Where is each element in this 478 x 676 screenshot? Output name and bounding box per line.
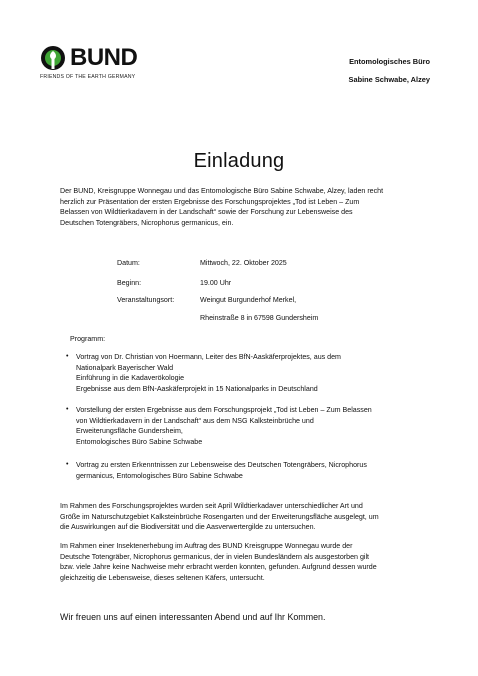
paragraph-line: Im Rahmen des Forschungsprojektes wurden seit April Wildtierkadaver unterschiedlicher Art und	[60, 502, 363, 510]
logo-wordmark: BUND	[70, 44, 138, 71]
date-value: Mittwoch, 22. Oktober 2025	[200, 259, 287, 267]
logo-tagline: FRIENDS OF THE EARTH GERMANY	[40, 74, 136, 80]
program-item-line: Ergebnisse aus dem BfN-Aaskäferprojekt in 15 Nationalparks in Deutschland	[76, 384, 318, 393]
survey-paragraph	[60, 541, 430, 583]
paragraph-line: gleichzeitig die Lebensweise, dieses seltenen Käfers, untersucht.	[60, 573, 265, 582]
paragraph-line: Im Rahmen einer Insektenerhebung im Auftrag des BUND Kreisgruppe Wonnegau wurde der	[60, 542, 353, 550]
program-item-line: Nationalpark Bayerischer Wald	[76, 363, 174, 372]
bullet-icon: •	[66, 352, 69, 360]
program-item-line: Vortrag von Dr. Christian von Hoermann, Leiter des BfN-Aaskäferprojektes, aus dem	[76, 353, 341, 361]
sender-line-2: Sabine Schwabe, Alzey	[348, 75, 430, 84]
date-label: Datum:	[117, 259, 140, 267]
intro-paragraph	[60, 186, 430, 228]
paragraph-line: Größe im Naturschutzgebiet Kalksteinbrüche Rosengarten und der Erweiterungsfläche ausgelegt, um	[60, 512, 379, 521]
paragraph-line: bzw. viele Jahre keine Nachweise mehr erbracht werden konnten, gefunden. Aufgrund dessen wurde	[60, 563, 377, 572]
program-item-line: Erweiterungsfläche Gundersheim,	[76, 427, 183, 436]
program-item-line: Einführung in die Kadaverökologie	[76, 374, 185, 383]
address-value: Rheinstraße 8 in 67598 Gundersheim	[200, 314, 319, 322]
intro-line: herzlich zur Präsentation der ersten Ergebnisse des Forschungsprojektes „Tod ist Leben – Zum	[60, 197, 360, 206]
program-item-line: Vortrag zu ersten Erkenntnissen zur Lebensweise des Deutschen Totengräbers, Nicrophorus	[76, 461, 367, 469]
time-label: Beginn:	[117, 279, 142, 287]
closing-line: Wir freuen uns auf einen interessanten Abend und auf Ihr Kommen.	[60, 612, 326, 622]
paragraph-line: Deutsche Totengräber, Nicrophorus germanicus, der in vielen Bundesländern als ausgestorben gilt	[60, 552, 370, 561]
program-item-line: Vorstellung der ersten Ergebnisse aus dem Forschungsprojekt „Tod ist Leben – Zum Belassen	[76, 406, 372, 414]
program-item-line: Entomologisches Büro Sabine Schwabe	[76, 437, 203, 446]
bullet-icon: •	[66, 405, 69, 413]
program-item	[76, 460, 431, 481]
intro-line: Deutschen Totengräbers, Nicrophorus germanicus, ein.	[60, 218, 234, 227]
intro-line: Der BUND, Kreisgruppe Wonnegau und das Entomologische Büro Sabine Schwabe, Alzey, laden recht	[60, 187, 384, 195]
page-title: Einladung	[193, 150, 285, 172]
venue-value: Weingut Burgunderhof Merkel,	[200, 296, 297, 304]
sender-line-1: Entomologisches Büro	[349, 57, 430, 66]
program-item	[76, 405, 431, 447]
bullet-icon: •	[66, 460, 69, 468]
program-item-line: germanicus, Entomologisches Büro Sabine Schwabe	[76, 471, 243, 480]
venue-label: Veranstaltungsort:	[117, 296, 175, 304]
bund-globe-icon	[40, 45, 66, 71]
intro-line: Belassen von Wildtierkadavern in der Landschaft“ sowie der Forschung zur Lebensweise des	[60, 208, 353, 217]
program-label: Programm:	[70, 335, 106, 343]
bund-logo	[40, 42, 160, 84]
program-item	[76, 352, 431, 394]
program-item-line: von Wildtierkadavern in der Landschaft“ aus dem NSG Kalksteinbrüche und	[76, 416, 314, 425]
paragraph-line: die Auswirkungen auf die Biodiversität und die Aasverwertergilde zu untersuchen.	[60, 523, 316, 532]
research-paragraph	[60, 501, 430, 533]
time-value: 19.00 Uhr	[200, 279, 232, 287]
